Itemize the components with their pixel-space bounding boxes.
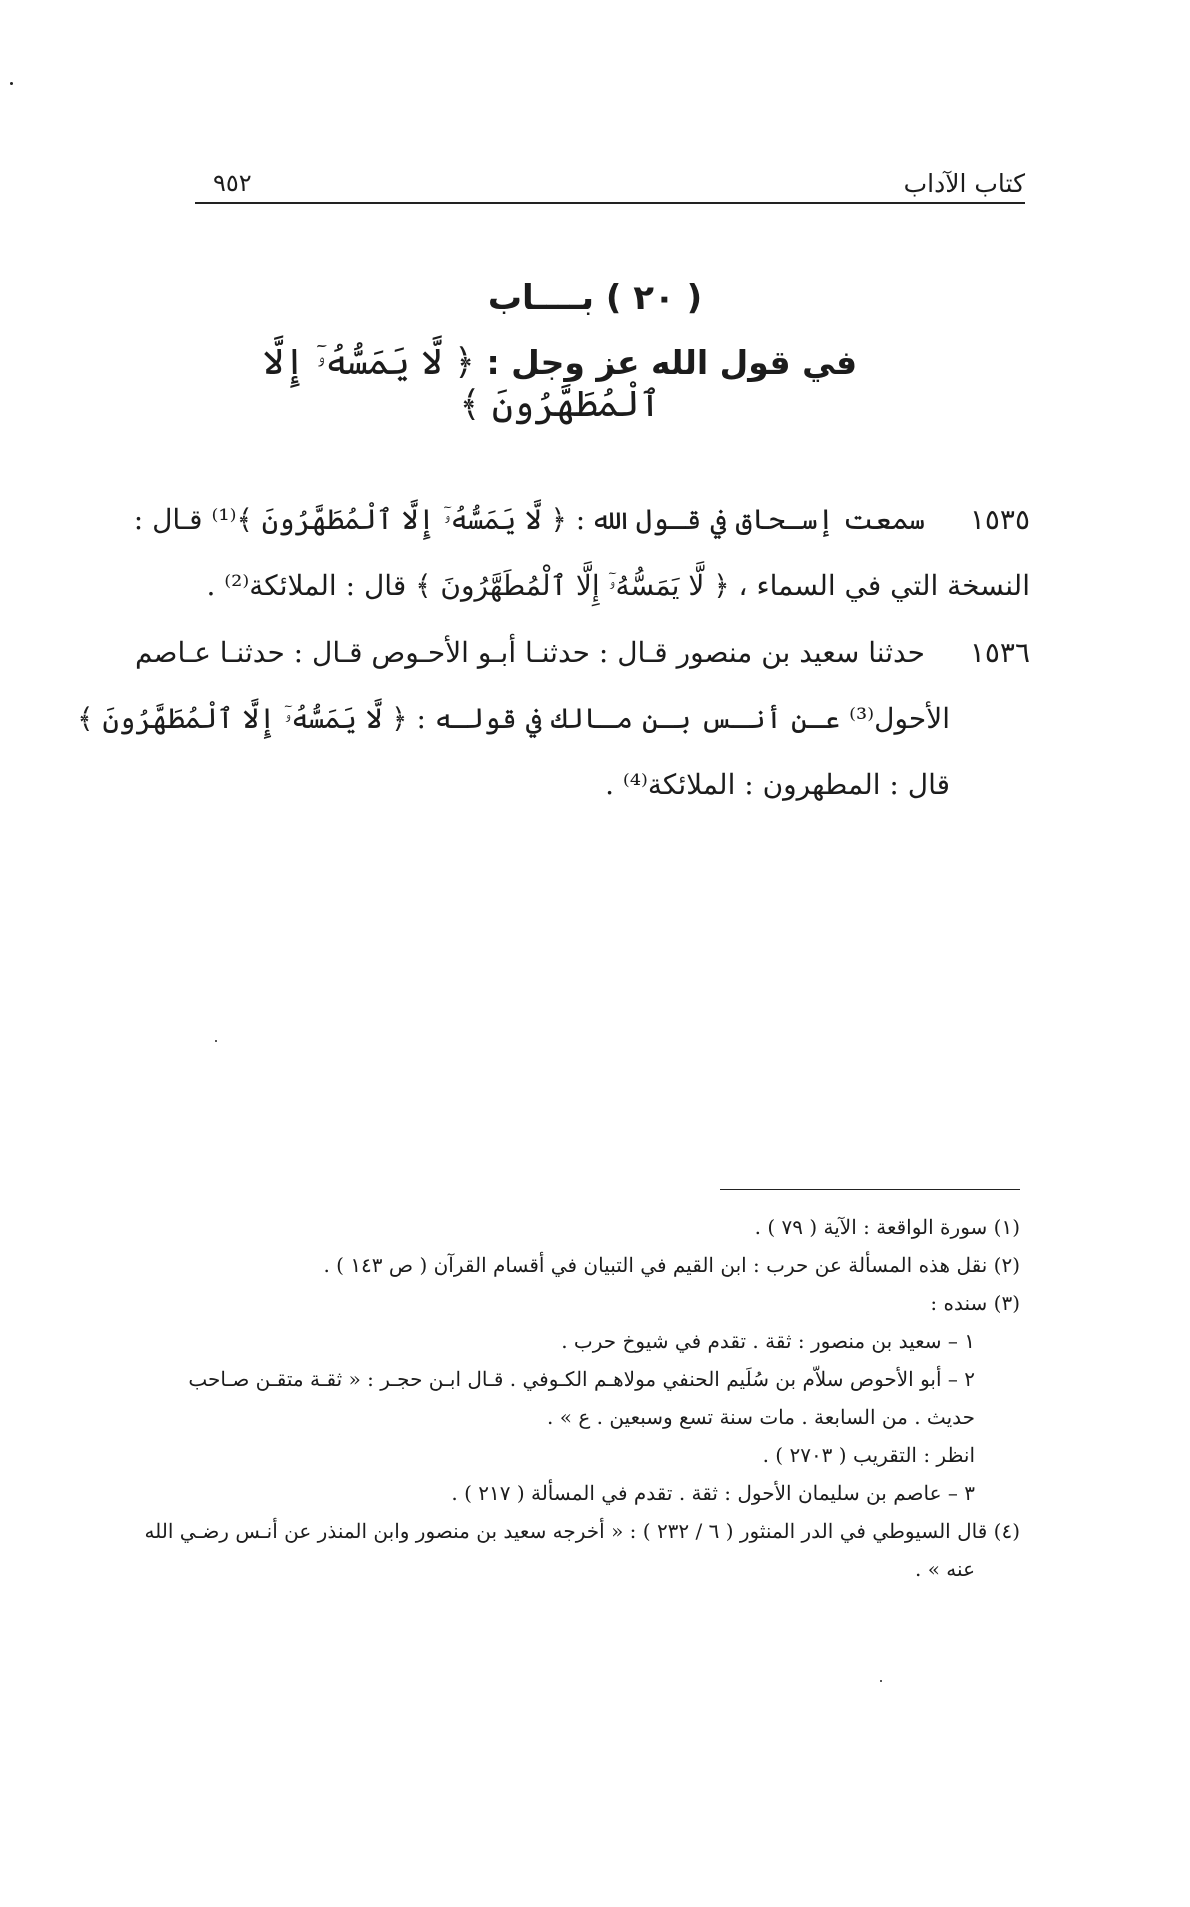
entry-line: قال : المطهرون : الملائكة⁽⁴⁾ . [605,768,950,801]
hadith-entry [133,487,1030,619]
footnote-line: حديث . من السابعة . مات سنة تسع وسبعين . ع » . [547,1405,975,1429]
footnote-line: (٣) سنده : [930,1291,1020,1315]
footnote-line: (١) سورة الواقعة : الآية ( ٧٩ ) . [754,1215,1020,1239]
footnote-line: ٣ – عاصم بن سليمان الأحول : ثقة . تقدم في المسألة ( ٢١٧ ) . [451,1481,975,1505]
entry-number: ١٥٣٦ [969,636,1030,669]
footnote-line: (٤) قال السيوطي في الدر المنثور ( ٦ / ٢٣٢ ) : « أخرجه سعيد بن منصور وابن المنذر عن أنـس رضـي الله [144,1519,1020,1543]
scan-speck [880,1680,882,1682]
book-title: كتاب الآداب [903,169,1025,198]
chapter-title-quran: ﴿ لَّا يَمَسُّهُۥٓ إِلَّا ٱلْمُطَهَّرُونَ ﴾ [262,342,661,425]
footnote-line: ٢ – أبو الأحوص سلاّم بن سُلَيم الحنفي مولاهـم الكـوفي . قـال ابـن حجـر : « ثقـة متقـن صـاحب [188,1367,975,1391]
entry-number: ١٥٣٥ [969,503,1030,536]
entry-line: النسخة التي في السماء ، ﴿ لَّا يَمَسُّهُۥٓ إِلَّا ٱلْمُطَهَّرُونَ ﴾ قال : الملائكة⁽²⁾ . [206,569,1030,602]
entry-line: حدثنا سعيد بن منصور قـال : حدثنـا أبـو الأحـوص قـال : حدثنـا عـاصم [135,636,925,669]
chapter-title-prefix: في قول الله عز وجل : [486,343,858,382]
scan-speck [215,1040,217,1042]
entry-line: سمعت إسـحاق في قـول الله : ﴿ لَّا يَمَسُّهُۥٓ إِلَّا ٱلْمُطَهَّرُونَ ﴾⁽¹⁾ قـال : [133,503,925,536]
scan-speck [10,82,13,85]
chapter-title [195,342,925,425]
footnote-line: عنه » . [915,1557,975,1581]
entry-line: الأحول⁽³⁾ عـن أنـس بـن مـالك في قولـه : ﴿ لَّا يَمَسُّهُۥٓ إِلَّا ٱلْمُطَهَّرُونَ ﴾ [77,702,950,735]
chapter-number: ( ٢٠ ) بــــاب [487,278,703,318]
page-number: ٩٥٢ [213,169,252,197]
footnote-line: انظر : التقريب ( ٢٧٠٣ ) . [762,1443,975,1467]
running-head [195,165,1025,205]
footnote-line: (٢) نقل هذه المسألة عن حرب : ابن القيم في التبيان في أقسام القرآن ( ص ١٤٣ ) . [323,1253,1020,1277]
footnote-line: ١ – سعيد بن منصور : ثقة . تقدم في شيوخ حرب . [561,1329,975,1353]
header-rule [195,202,1025,204]
hadith-entry [77,620,1030,818]
footnotes [144,1208,1020,1588]
footnote-rule [720,1189,1020,1190]
